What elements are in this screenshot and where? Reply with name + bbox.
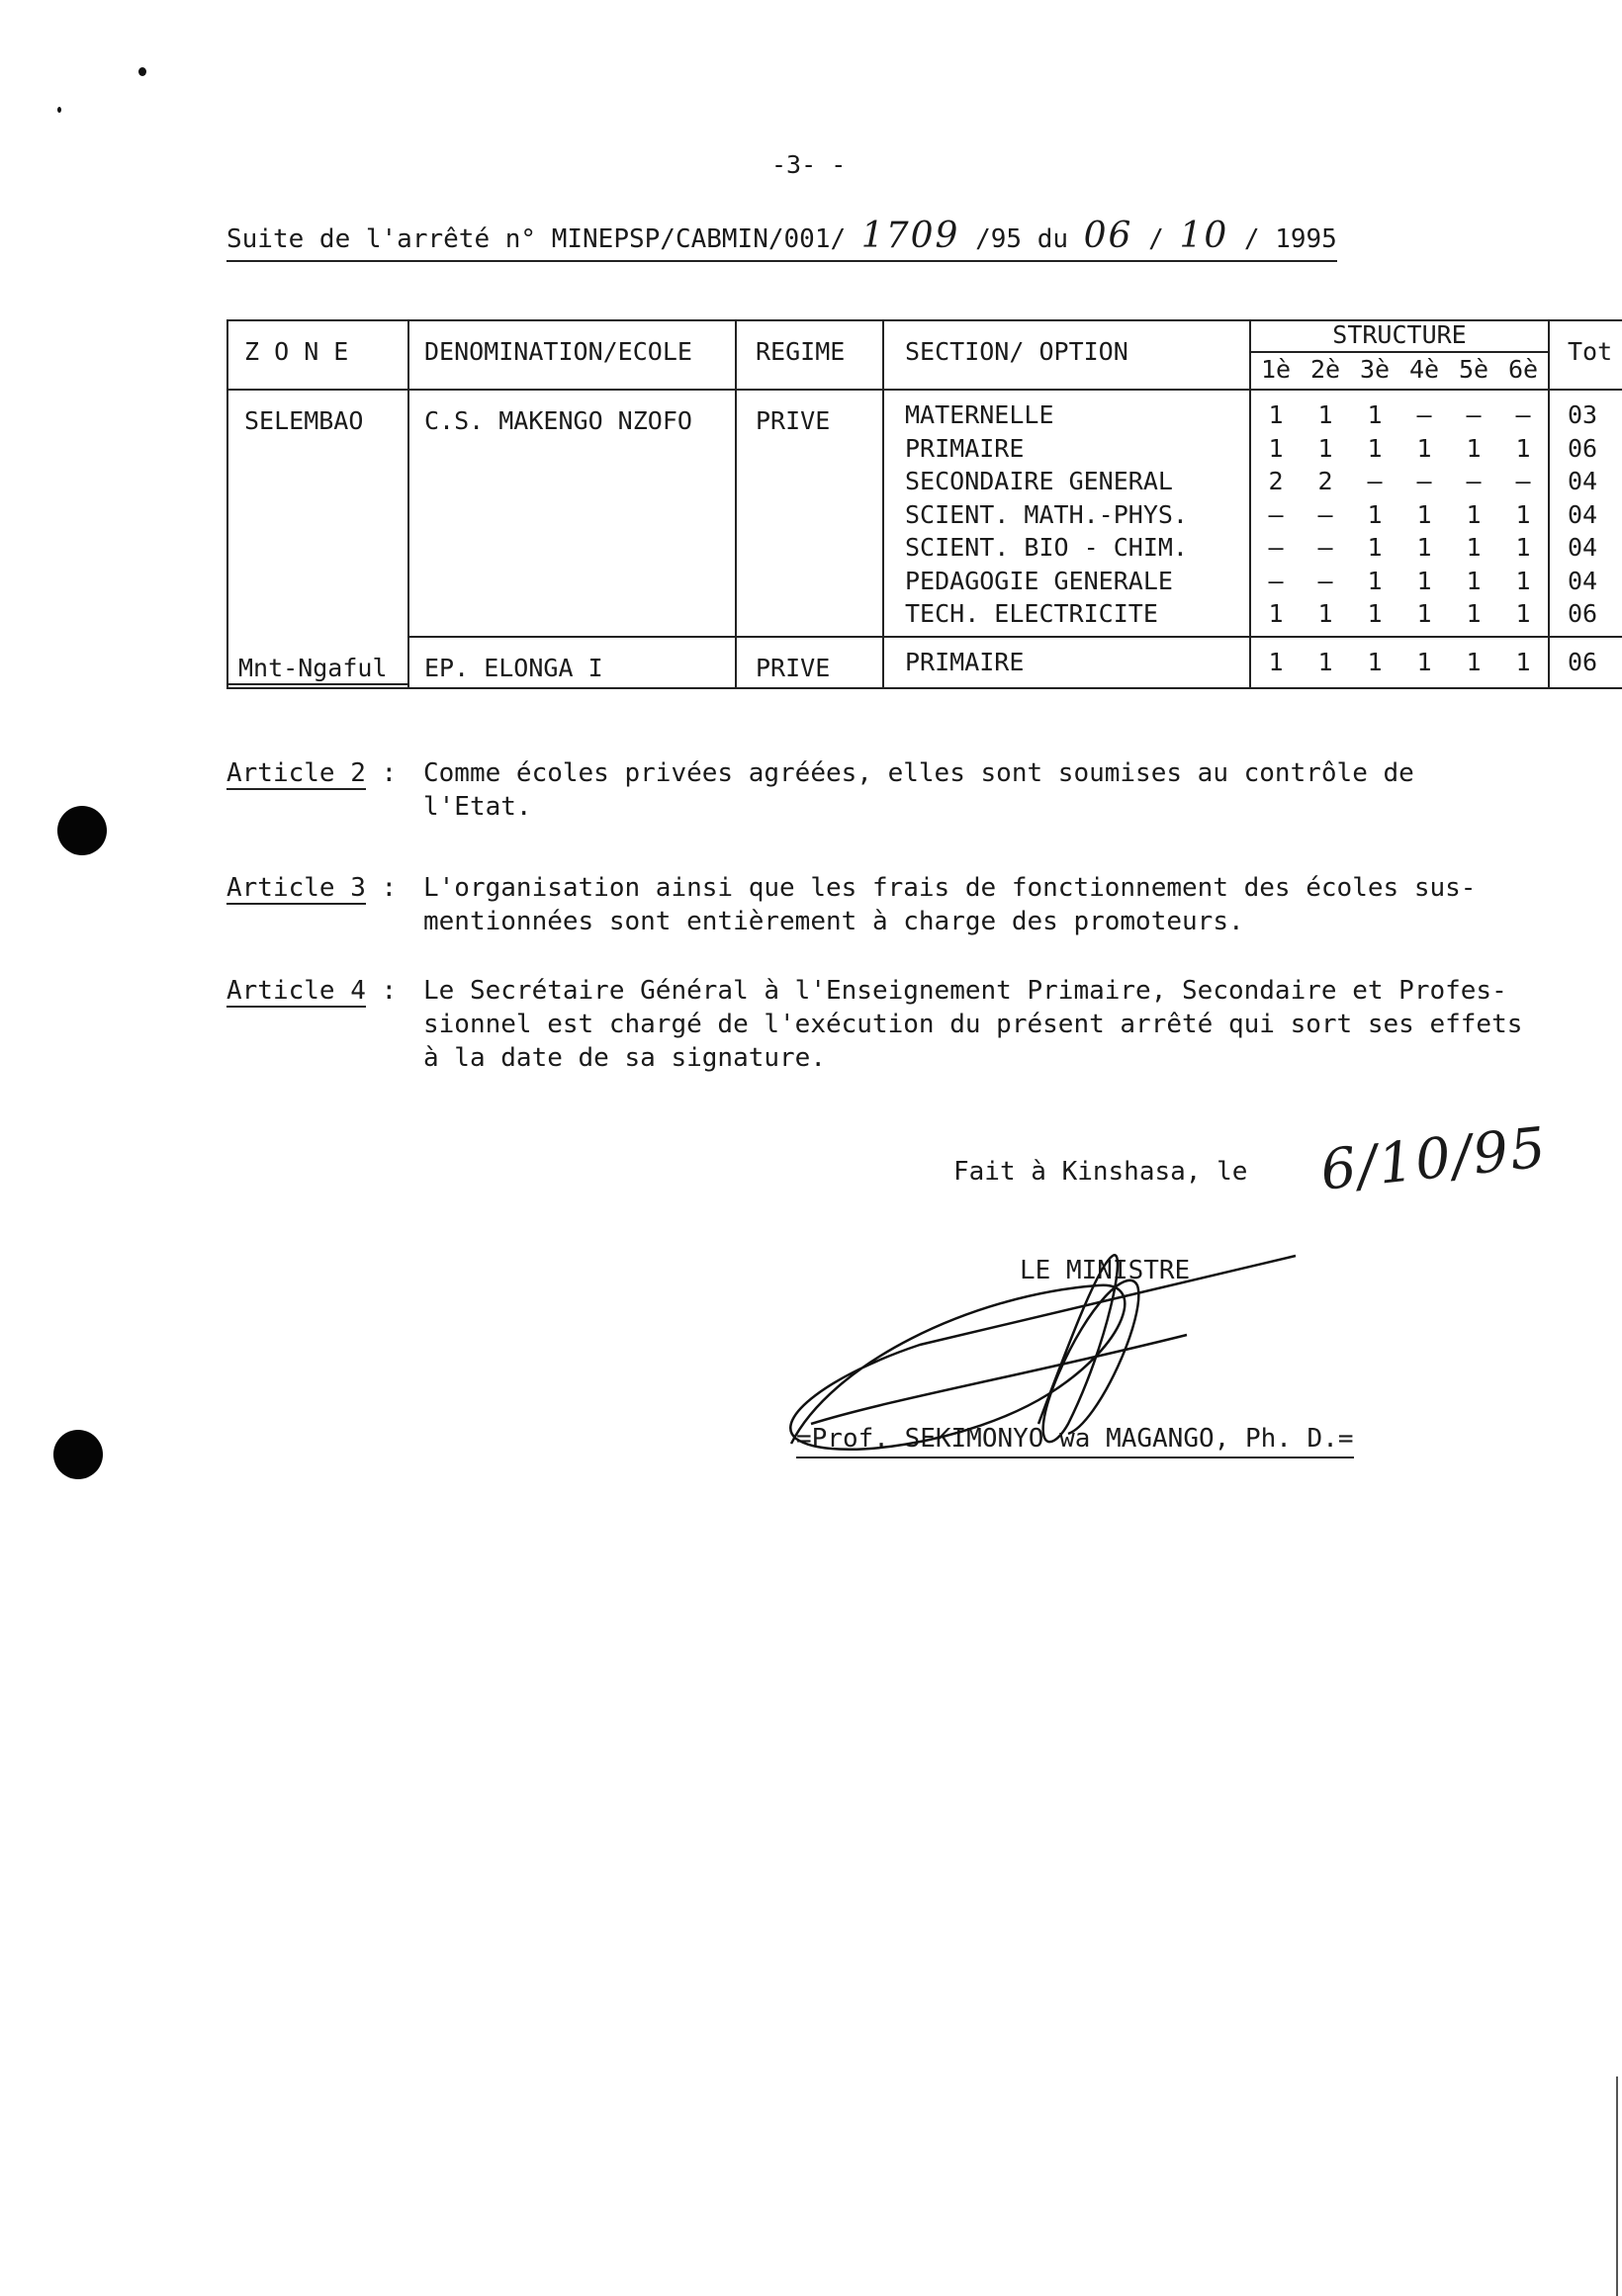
grade-cell: 1: [1515, 499, 1531, 529]
grade-cell: 1: [1367, 499, 1383, 529]
article-label: Article 3: [226, 873, 366, 903]
grade-cell: 1: [1416, 566, 1432, 595]
grade-cell: 1: [1268, 599, 1284, 628]
grade-cell: 1: [1367, 433, 1383, 463]
regime-cell: PRIVE: [756, 654, 831, 682]
reference-sep: /: [1148, 224, 1164, 254]
article-text: Le Secrétaire Général à l'Enseignement Primaire, Secondaire et Profes- sionnel est chargé de l'exécution du présent arrêté qui sort ses effets à la date de sa signature.: [423, 976, 1523, 1073]
grade-cell: 1: [1367, 533, 1383, 562]
grade-cell: 1: [1268, 648, 1284, 676]
decree-reference: [226, 216, 1337, 262]
ink-speck: [57, 107, 61, 113]
grade-cell: 1: [1317, 648, 1333, 676]
grade-cell: 1: [1416, 499, 1432, 529]
scan-edge-line: [1616, 2076, 1618, 2296]
grade-cell: 1: [1515, 566, 1531, 595]
grade-cell: 1: [1466, 433, 1482, 463]
header-structure: STRUCTURE: [1332, 320, 1467, 349]
handwritten-signature: [771, 1226, 1325, 1473]
zone-cell: Mnt-Ngaful: [238, 654, 388, 682]
grade-cell: 1: [1367, 400, 1383, 429]
school-cell: EP. ELONGA I: [424, 654, 603, 682]
grade-cell: 2: [1268, 467, 1284, 495]
section-cell: SCIENT. BIO - CHIM.: [905, 533, 1188, 562]
grade-cell: 1: [1367, 599, 1383, 628]
grade-cell: 1: [1515, 648, 1531, 676]
grade-cell: 1: [1515, 533, 1531, 562]
header-zone: Z O N E: [244, 337, 349, 366]
reference-number-handwritten: 1709: [860, 216, 960, 256]
grade-cell: –: [1317, 499, 1333, 529]
section-cell: PRIMAIRE: [905, 648, 1025, 676]
structure-subheader-divider: [1251, 351, 1548, 353]
ink-speck: [138, 67, 146, 76]
regime-cell: PRIVE: [756, 406, 831, 435]
article-label: Article 2: [226, 758, 366, 788]
col-divider: [882, 319, 884, 689]
grade-cell: –: [1268, 499, 1284, 529]
section-cell: MATERNELLE: [905, 400, 1054, 429]
zone-underline: [226, 683, 407, 685]
grade-cell: 1: [1416, 533, 1432, 562]
grade-cell: –: [1317, 566, 1333, 595]
header-denomination: DENOMINATION/ECOLE: [424, 337, 692, 366]
total-cell: 04: [1568, 566, 1598, 595]
section-cell: SECONDAIRE GENERAL: [905, 467, 1173, 495]
table-border-left: [226, 319, 228, 689]
total-cell: 04: [1568, 467, 1598, 495]
article-text: L'organisation ainsi que les frais de fonctionnement des écoles sus- mentionnées sont entièrement à charge des promoteurs.: [423, 873, 1477, 936]
group-divider: [407, 636, 1622, 638]
place-date-label: Fait à Kinshasa, le: [953, 1157, 1248, 1187]
grade-cell: 1: [1466, 533, 1482, 562]
schools-table: [226, 319, 1622, 689]
grade-cell: 1: [1466, 599, 1482, 628]
grade-cell: 1: [1367, 648, 1383, 676]
total-cell: 04: [1568, 499, 1598, 529]
section-cell: PRIMAIRE: [905, 433, 1025, 463]
header-grade: 3è: [1359, 355, 1391, 384]
zone-cell: SELEMBAO: [244, 406, 364, 435]
grade-cell: 1: [1416, 599, 1432, 628]
signer-name: =Prof. SEKIMONYO wa MAGANGO, Ph. D.=: [796, 1424, 1354, 1458]
header-section: SECTION/ OPTION: [905, 337, 1128, 366]
grade-cell: 1: [1515, 599, 1531, 628]
grade-cell: –: [1466, 400, 1482, 429]
grade-cell: 1: [1268, 433, 1284, 463]
total-cell: 06: [1568, 599, 1598, 628]
grade-cell: 1: [1466, 648, 1482, 676]
grade-cell: –: [1416, 400, 1432, 429]
grade-cell: 1: [1268, 400, 1284, 429]
grade-cell: –: [1317, 533, 1333, 562]
grade-cell: –: [1367, 467, 1383, 495]
header-grade: 6è: [1507, 355, 1539, 384]
grade-cell: –: [1515, 467, 1531, 495]
page-number: -3- -: [771, 150, 847, 179]
header-grade: 4è: [1408, 355, 1440, 384]
grade-cell: 1: [1317, 400, 1333, 429]
grade-cell: 1: [1515, 433, 1531, 463]
punch-hole: [57, 806, 107, 855]
header-total: Tot: [1568, 337, 1613, 366]
total-cell: 06: [1568, 433, 1598, 463]
reference-day-handwritten: 06: [1083, 216, 1133, 256]
grade-cell: –: [1268, 533, 1284, 562]
grade-cell: –: [1268, 566, 1284, 595]
table-header-divider: [226, 389, 1622, 391]
article-label: Article 4: [226, 976, 366, 1006]
section-cell: PEDAGOGIE GENERALE: [905, 566, 1173, 595]
punch-hole: [53, 1430, 103, 1479]
article-text: Comme écoles privées agréées, elles sont soumises au contrôle de l'Etat.: [423, 758, 1414, 822]
grade-cell: 1: [1416, 648, 1432, 676]
section-cell: TECH. ELECTRICITE: [905, 599, 1158, 628]
grade-cell: 1: [1367, 566, 1383, 595]
header-grade: 2è: [1309, 355, 1341, 384]
header-regime: REGIME: [756, 337, 846, 366]
header-grade: 5è: [1458, 355, 1489, 384]
grade-cell: 1: [1317, 433, 1333, 463]
reference-middle: /95 du: [975, 224, 1068, 254]
header-grade: 1è: [1260, 355, 1292, 384]
total-cell: 06: [1568, 648, 1598, 676]
grade-cell: 1: [1466, 566, 1482, 595]
grade-cell: –: [1416, 467, 1432, 495]
reference-prefix: Suite de l'arrêté n° MINEPSP/CABMIN/001/: [226, 224, 847, 254]
col-divider: [735, 319, 737, 689]
grade-cell: 1: [1466, 499, 1482, 529]
total-cell: 04: [1568, 533, 1598, 562]
grade-cell: –: [1515, 400, 1531, 429]
total-cell: 03: [1568, 400, 1598, 429]
reference-month-handwritten: 10: [1179, 216, 1229, 256]
grade-cell: 2: [1317, 467, 1333, 495]
handwritten-date: 6/10/95: [1317, 1115, 1551, 1203]
col-divider: [407, 319, 409, 689]
grade-cell: 1: [1317, 599, 1333, 628]
reference-year: / 1995: [1243, 224, 1337, 254]
table-border-bottom: [226, 687, 1622, 689]
section-cell: SCIENT. MATH.-PHYS.: [905, 499, 1188, 529]
grade-cell: 1: [1416, 433, 1432, 463]
minister-title: LE MINISTRE: [1020, 1256, 1191, 1285]
col-divider: [1548, 319, 1550, 689]
grade-cell: –: [1466, 467, 1482, 495]
school-cell: C.S. MAKENGO NZOFO: [424, 406, 692, 435]
